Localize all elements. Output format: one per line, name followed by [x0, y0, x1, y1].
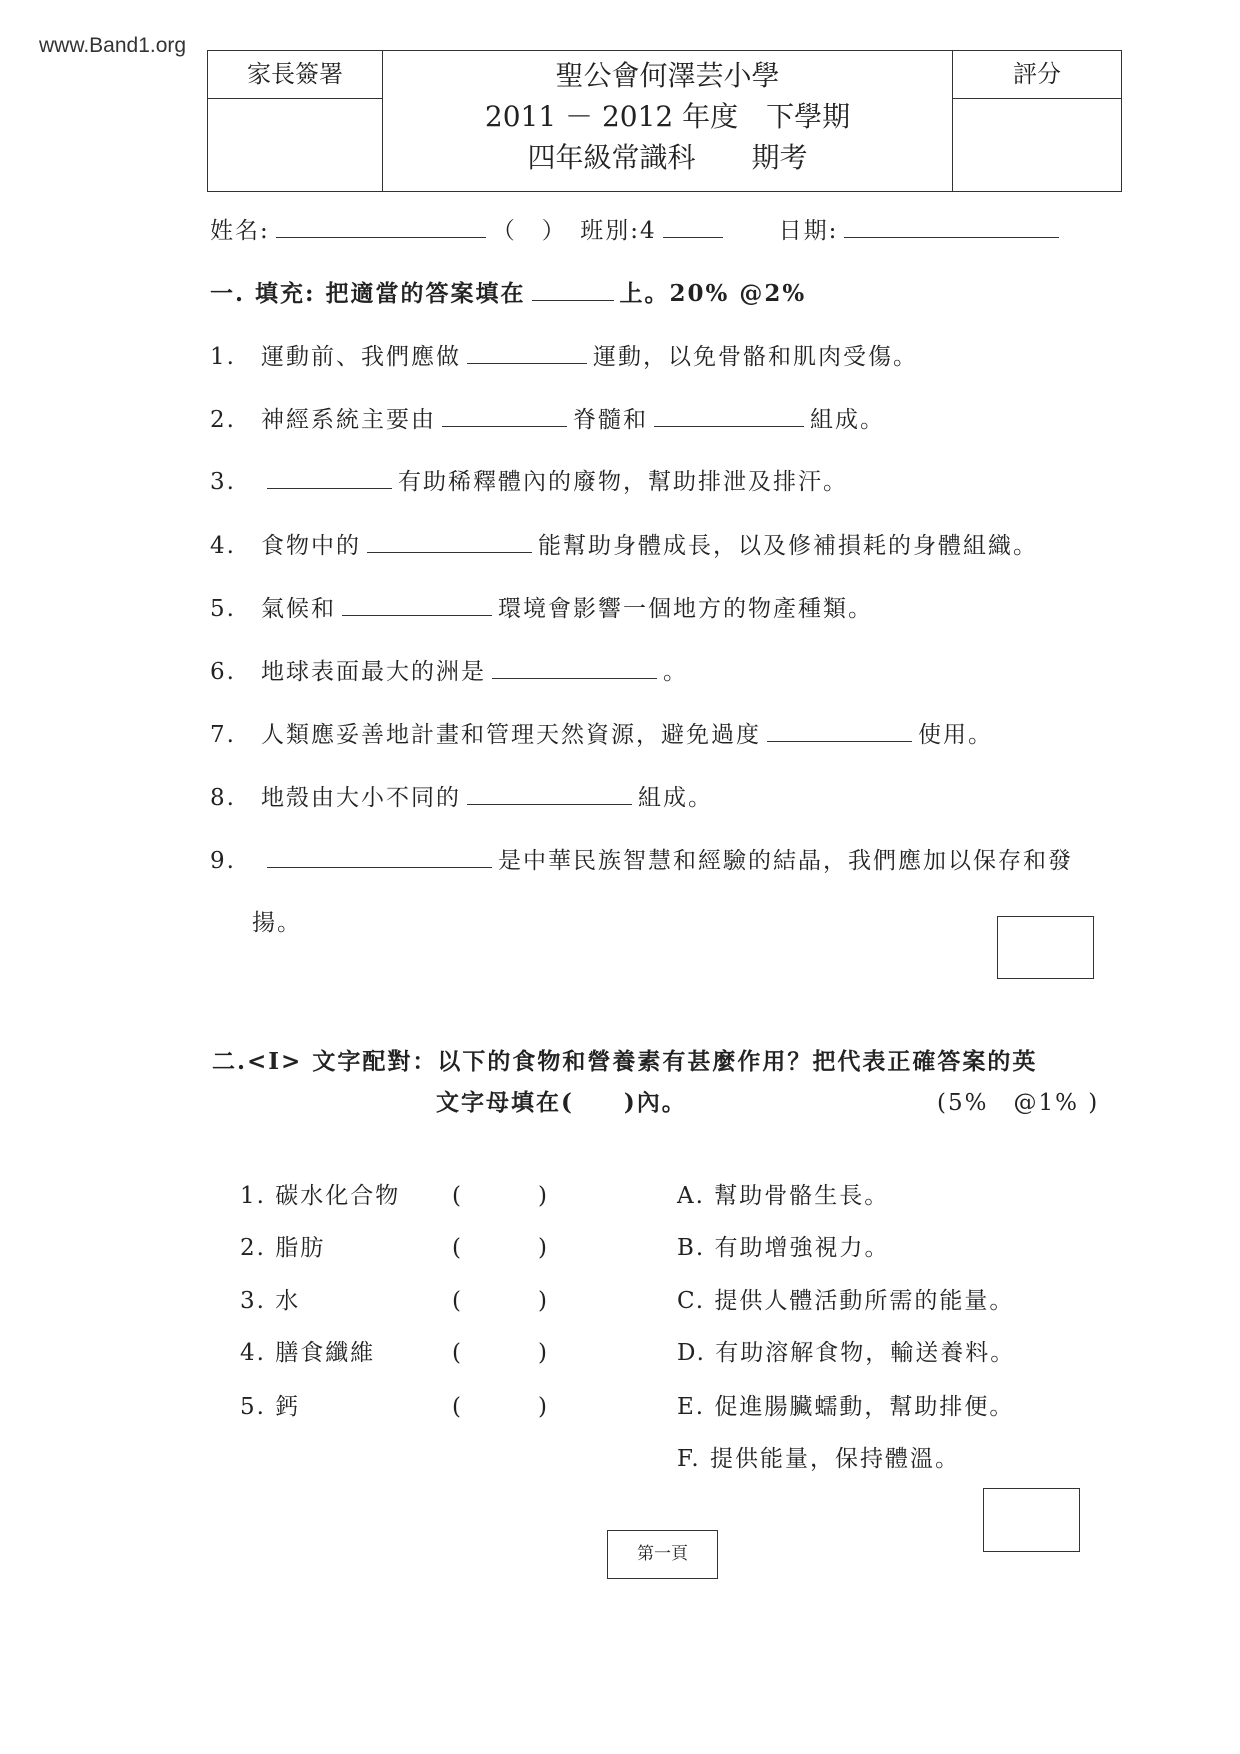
- answer-paren[interactable]: ( ): [452, 1288, 549, 1314]
- fill-item: 7. 人類應妥善地計畫和管理天然資源，避免過度 使用。: [210, 722, 993, 748]
- answer-paren[interactable]: ( ): [452, 1235, 549, 1261]
- answer-paren[interactable]: ( ): [452, 1340, 549, 1366]
- watermark: www.Band1.org: [39, 34, 187, 57]
- match-option: E. 促進腸臟蠕動，幫助排便。: [677, 1394, 1015, 1420]
- match-item: 1. 碳水化合物: [240, 1183, 401, 1209]
- date-label: 日期:: [778, 218, 839, 244]
- fill-item: 4. 食物中的 能幫助身體成長，以及修補損耗的身體組織。: [210, 533, 1038, 559]
- header-table: [207, 50, 1122, 192]
- fill-item: 9. 是中華民族智慧和經驗的結晶，我們應加以保存和發: [210, 848, 1073, 874]
- match-option: F. 提供能量，保持體溫。: [677, 1446, 960, 1472]
- parent-signature-label: 家長簽署: [208, 51, 382, 99]
- date-field[interactable]: [844, 236, 1059, 238]
- answer-paren[interactable]: ( ): [452, 1183, 549, 1209]
- school-year: 2011 － 2012 年度 下學期: [484, 100, 851, 133]
- item9-continuation: 揚。: [252, 910, 302, 936]
- student-info: [210, 212, 1065, 245]
- answer-blank[interactable]: [442, 425, 567, 427]
- match-item: 2. 脂肪: [240, 1235, 326, 1261]
- answer-paren[interactable]: ( ): [452, 1394, 549, 1420]
- score-label: 評分: [953, 51, 1121, 99]
- answer-blank[interactable]: [492, 677, 657, 679]
- section2-score-box: [983, 1488, 1080, 1552]
- match-option: B. 有助增強視力。: [677, 1235, 890, 1261]
- answer-blank[interactable]: [342, 614, 492, 616]
- match-option: A. 幫助骨骼生長。: [677, 1183, 890, 1209]
- section1-title: 一. 填充: 把適當的答案填在 上。20% @2%: [210, 280, 807, 307]
- name-label: 姓名:: [210, 218, 270, 244]
- page-number: 第一頁: [607, 1530, 718, 1579]
- match-item: 4. 膳食纖維: [240, 1340, 376, 1366]
- fill-item: 5. 氣候和 環境會影響一個地方的物產種類。: [210, 596, 873, 622]
- number-field[interactable]: （ ）: [491, 218, 556, 244]
- school-name: 聖公會何澤芸小學: [555, 59, 780, 92]
- answer-blank[interactable]: [267, 866, 492, 868]
- match-option: D. 有助溶解食物，輸送養料。: [677, 1340, 1016, 1366]
- fill-item: 6. 地球表面最大的洲是 。: [210, 659, 688, 685]
- section1-score-box: [997, 916, 1094, 979]
- fill-item: 1. 運動前、我們應做 運動，以免骨骼和肌肉受傷。: [210, 344, 918, 370]
- section2-marks: (5% @1% ): [937, 1090, 1100, 1116]
- class-label: 班別:4: [580, 218, 657, 244]
- name-field[interactable]: [276, 236, 486, 238]
- answer-blank[interactable]: [467, 803, 632, 805]
- answer-blank[interactable]: [367, 551, 532, 553]
- answer-blank[interactable]: [467, 362, 587, 364]
- fill-item: 2. 神經系統主要由 脊髓和 組成。: [210, 407, 885, 433]
- match-item: 5. 鈣: [240, 1394, 301, 1420]
- section2-subtitle: 文字母填在( )內。: [436, 1089, 687, 1116]
- fill-item: 3. 有助稀釋體內的廢物，幫助排泄及排汗。: [210, 469, 848, 495]
- exam-title: 四年級常識科 期考: [527, 141, 808, 174]
- class-field[interactable]: [663, 236, 723, 238]
- answer-blank[interactable]: [267, 487, 392, 489]
- answer-blank[interactable]: [767, 740, 912, 742]
- match-item: 3. 水: [240, 1288, 301, 1314]
- fill-item: 8. 地殼由大小不同的 組成。: [210, 785, 713, 811]
- answer-blank[interactable]: [654, 425, 804, 427]
- section2-title: 二.<I> 文字配對：以下的食物和營養素有甚麼作用？把代表正確答案的英: [212, 1048, 1038, 1075]
- match-option: C. 提供人體活動所需的能量。: [677, 1288, 1015, 1314]
